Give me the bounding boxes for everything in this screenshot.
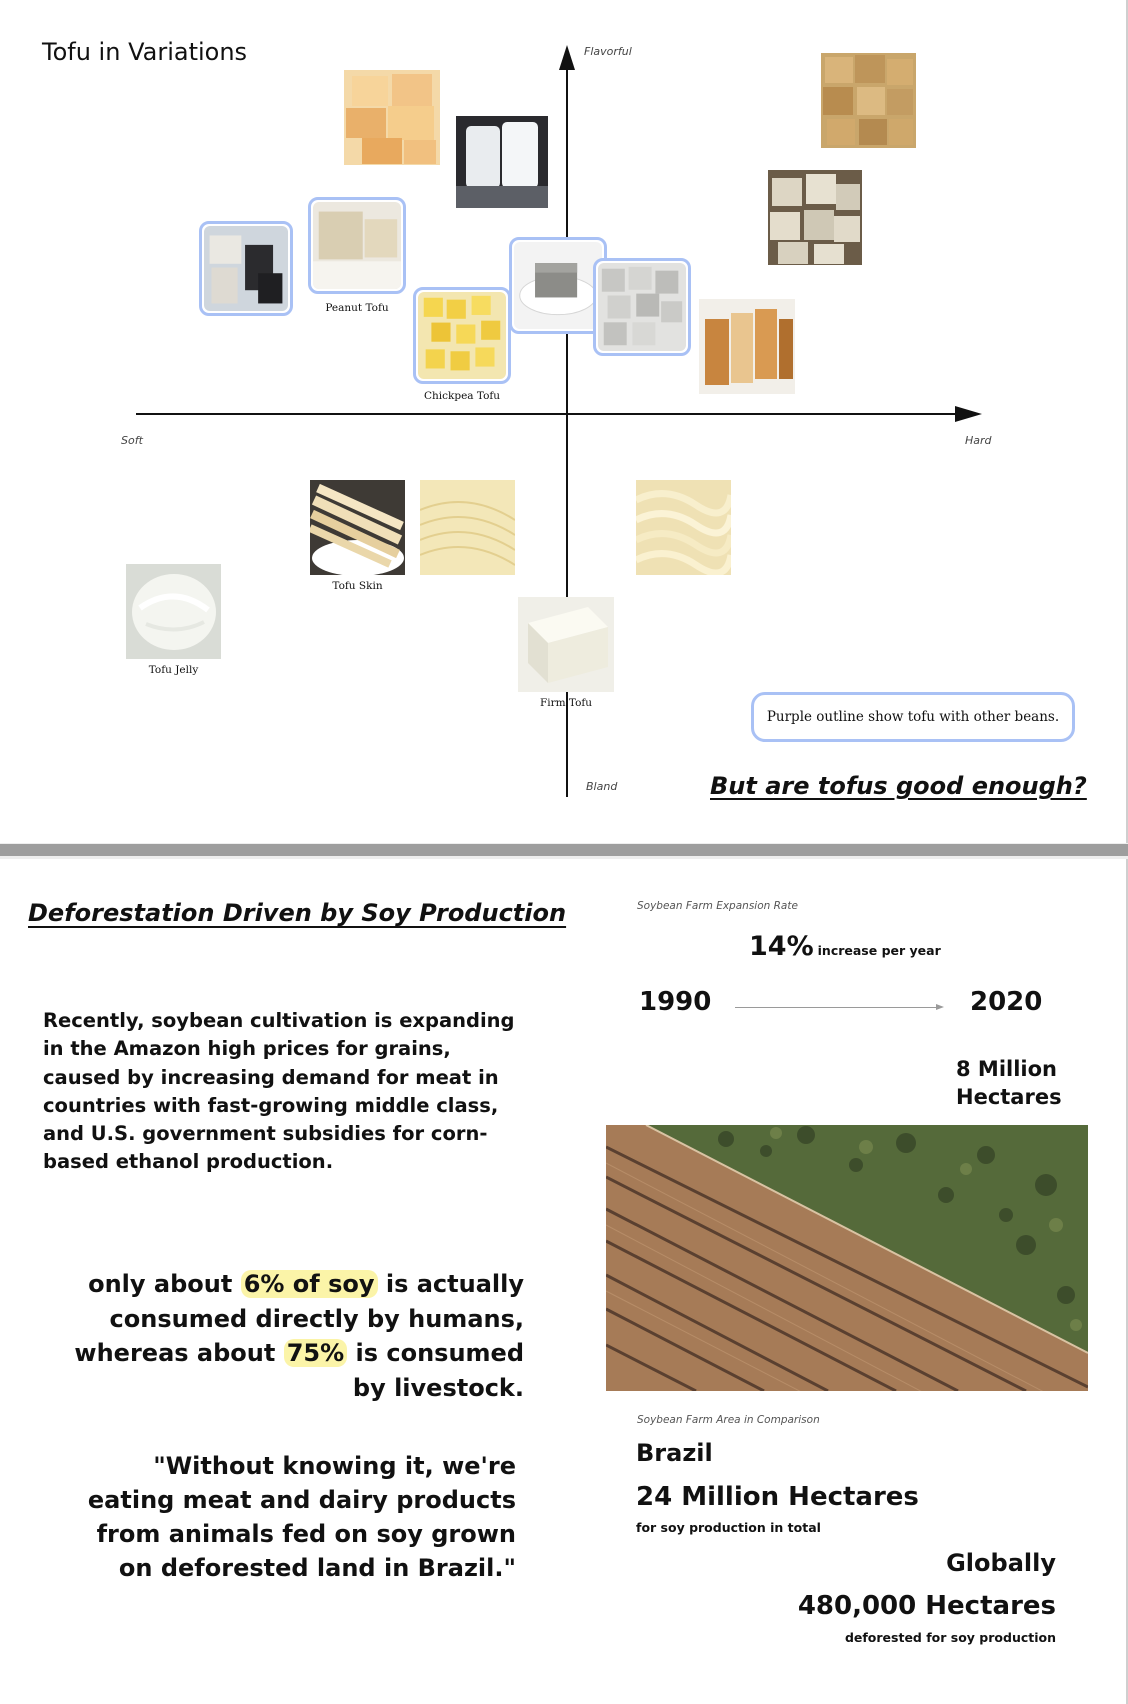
expansion-hectares: 8 Million Hectares	[956, 1057, 1062, 1109]
tofu-sheets-photo	[420, 480, 515, 575]
page-separator	[0, 843, 1128, 859]
axis-arrow-up-icon	[559, 45, 575, 70]
quote-block: "Without knowing it, we're eating meat and dairy products from animals fed on soy grown on deforested land in Brazil."	[87, 1452, 516, 1582]
intro-paragraph: Recently, soybean cultivation is expanding in the Amazon high prices for grains, caused by increasing demand for meat in countries with fast-growing middle class, and U.S. government subsidies for corn-based ethanol production.	[43, 1009, 515, 1174]
tofu-skin-rolls-photo	[310, 480, 405, 575]
axis-label-flavorful: Flavorful	[584, 45, 632, 58]
slide-title: Deforestation Driven by Soy Production	[28, 899, 567, 927]
tofu-jelly-photo	[126, 564, 221, 659]
highlight-6-percent: 6% of soy	[241, 1270, 378, 1298]
deforestation-aerial-photo	[606, 1125, 1088, 1391]
axis-arrow-right-icon	[955, 406, 982, 422]
slide-tofu-variations	[0, 0, 1128, 843]
caption-tofu-skin: Tofu Skin	[332, 580, 383, 592]
brazil-label: Brazil	[636, 1439, 713, 1467]
caption-peanut-tofu: Peanut Tofu	[325, 302, 389, 314]
axis-label-bland: Bland	[586, 780, 618, 793]
slide-title: Tofu in Variations	[42, 38, 248, 66]
brazil-sub: for soy production in total	[636, 1520, 821, 1535]
fried-tofu-slices-photo	[699, 299, 795, 394]
global-sub: deforested for soy production	[844, 1630, 1056, 1645]
slide-deforestation	[0, 859, 1128, 1704]
axis-label-soft: Soft	[121, 434, 143, 447]
silken-tofu-photo	[456, 116, 548, 208]
highlight-75-percent: 75%	[284, 1339, 347, 1367]
tofu-noodles-photo	[636, 480, 731, 575]
brazil-area: 24 Million Hectares	[636, 1482, 919, 1512]
caption-firm-tofu: Firm Tofu	[539, 697, 593, 709]
expansion-rate-label: Soybean Farm Expansion Rate	[637, 900, 798, 912]
expansion-percent: 14% increase per year	[749, 931, 941, 962]
chickpea-tofu-photo	[413, 287, 511, 384]
outline-legend-note: Purple outline show tofu with other beans.	[751, 692, 1075, 742]
global-area: 480,000 Hectares	[797, 1591, 1056, 1621]
black-bean-tofu-photo	[199, 221, 293, 316]
texture-axis	[136, 413, 969, 415]
comparison-label: Soybean Farm Area in Comparison	[637, 1414, 820, 1426]
peanut-tofu-photo	[308, 197, 406, 294]
global-label: Globally	[946, 1549, 1056, 1577]
firm-tofu-photo	[518, 597, 614, 692]
closing-question: But are tofus good enough?	[710, 772, 1087, 800]
dried-tofu-puffs-photo	[821, 53, 916, 148]
axis-label-hard: Hard	[965, 434, 992, 447]
year-end: 2020	[970, 987, 1043, 1017]
caption-tofu-jelly: Tofu Jelly	[148, 664, 199, 676]
fried-tofu-cubes-photo	[344, 70, 440, 165]
timeline-line	[735, 1007, 940, 1008]
year-start: 1990	[639, 987, 712, 1017]
timeline-arrow-icon	[936, 1004, 944, 1010]
caption-chickpea-tofu: Chickpea Tofu	[423, 390, 501, 402]
soy-consumption-stat: only about 6% of soy is actually consumed directly by humans, whereas about 75% is consumed by livestock.	[74, 1270, 524, 1402]
grey-tofu-cubes-photo	[593, 258, 691, 356]
pressed-tofu-cubes-photo	[768, 170, 862, 265]
